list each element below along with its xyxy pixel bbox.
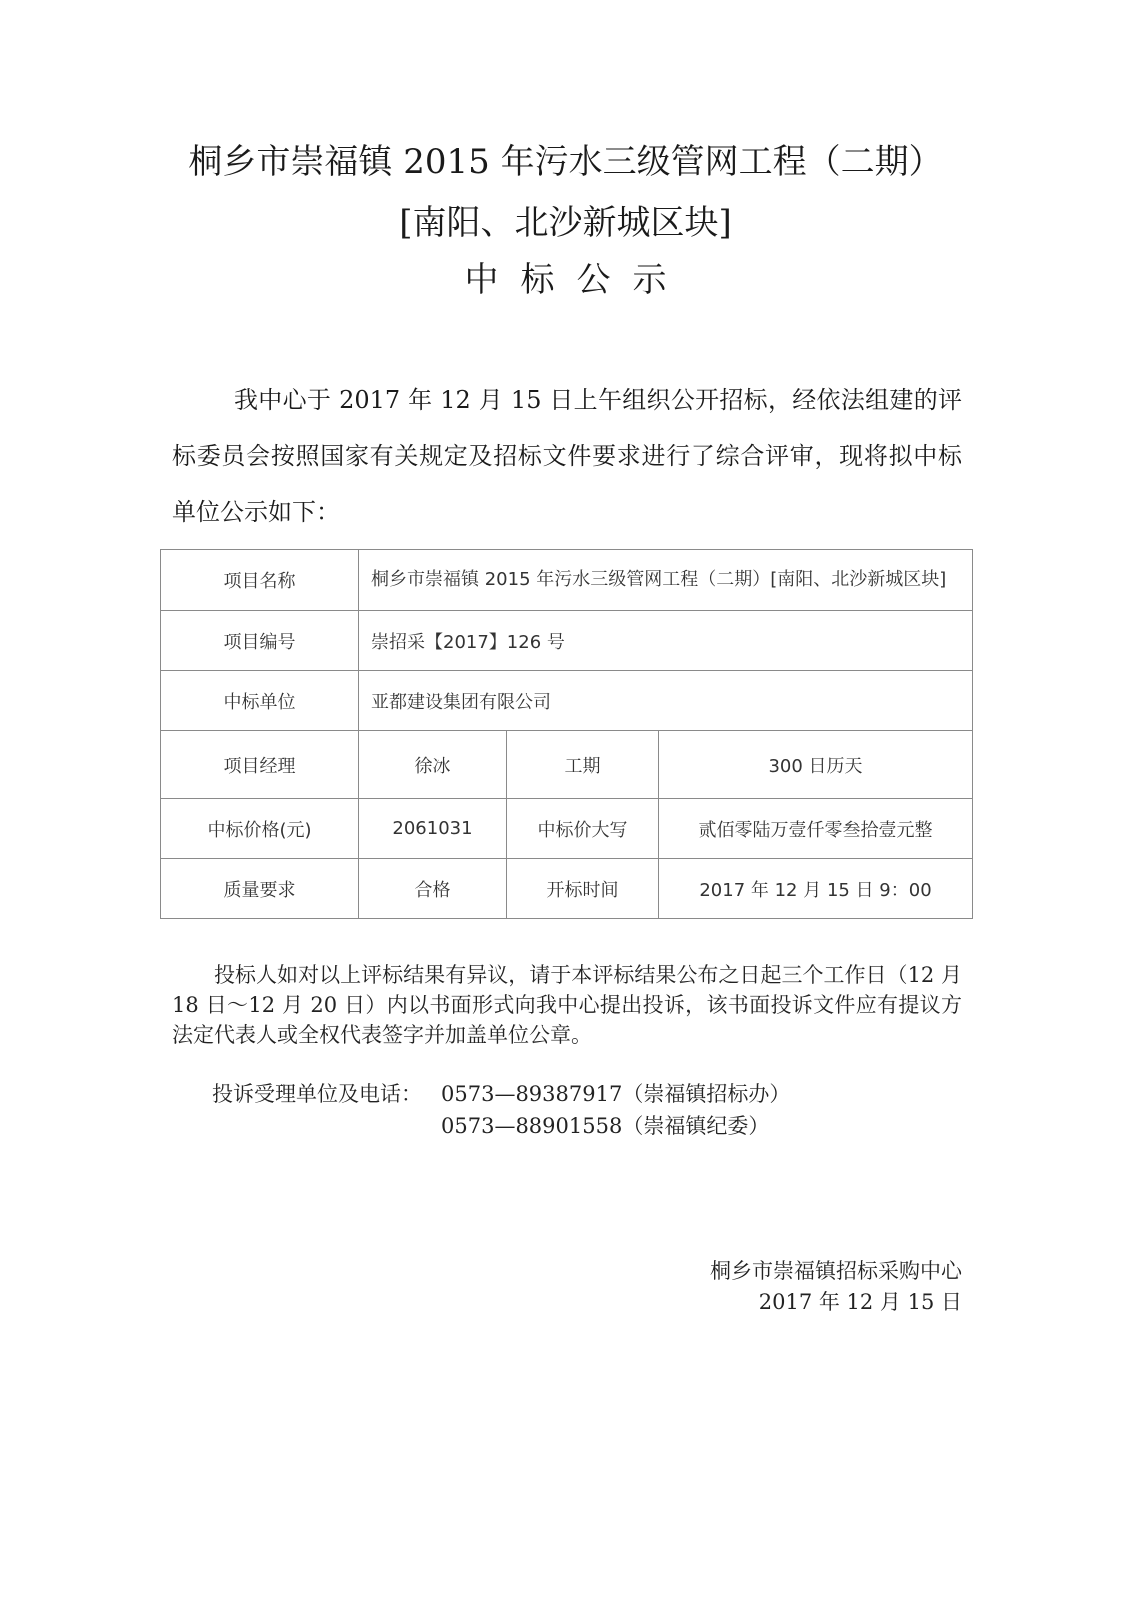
quality-value: 合格: [359, 859, 507, 919]
title-line-3: 中标公示: [464, 260, 689, 300]
table-row: [161, 859, 973, 919]
price-value: 2061031: [359, 799, 507, 859]
manager-label: 项目经理: [161, 731, 359, 799]
table-row: [161, 799, 973, 859]
opening-label: 开标时间: [507, 859, 659, 919]
period-label: 工期: [507, 731, 659, 799]
contact-phone-2: 0573—88901558（崇福镇纪委）: [441, 1114, 770, 1138]
period-value: 300 日历天: [659, 731, 973, 799]
objection-notice: 投标人如对以上评标结果有异议，请于本评标结果公布之日起三个工作日（12 月 18 日～12 月 20 日）内以书面形式向我中心提出投诉，该书面投诉文件应有提议方法定代表人或全权代表签字并加盖单位公章。: [172, 963, 962, 1047]
table-row: [161, 731, 973, 799]
project-name-value: 桐乡市崇福镇 2015 年污水三级管网工程（二期）[南阳、北沙新城区块]: [359, 550, 973, 611]
table-row: [161, 671, 973, 731]
manager-value: 徐冰: [359, 731, 507, 799]
price-label: 中标价格(元): [161, 799, 359, 859]
project-name-label: 项目名称: [161, 550, 359, 611]
intro-paragraph: 我中心于 2017 年 12 月 15 日上午组织公开招标，经依法组建的评标委员会按照国家有关规定及招标文件要求进行了综合评审，现将拟中标单位公示如下：: [172, 386, 962, 526]
issuer-name: 桐乡市崇福镇招标采购中心: [710, 1259, 962, 1283]
bid-info-table: [160, 549, 973, 919]
opening-value: 2017 年 12 月 15 日 9：00: [659, 859, 973, 919]
title-line-2: [南阳、北沙新城区块]: [399, 203, 732, 243]
price-words-value: 贰佰零陆万壹仟零叁拾壹元整: [659, 799, 973, 859]
winner-label: 中标单位: [161, 671, 359, 731]
project-no-value: 崇招采【2017】126 号: [359, 611, 973, 671]
table-row: [161, 611, 973, 671]
winner-value: 亚都建设集团有限公司: [359, 671, 973, 731]
price-words-label: 中标价大写: [507, 799, 659, 859]
title-line-1: 桐乡市崇福镇 2015 年污水三级管网工程（二期）: [188, 142, 943, 182]
contact-label: 投诉受理单位及电话：: [212, 1082, 422, 1106]
contact-phone-1: 0573—89387917（崇福镇招标办）: [441, 1082, 791, 1106]
quality-label: 质量要求: [161, 859, 359, 919]
issue-date: 2017 年 12 月 15 日: [758, 1290, 962, 1314]
project-no-label: 项目编号: [161, 611, 359, 671]
table-row: [161, 550, 973, 611]
